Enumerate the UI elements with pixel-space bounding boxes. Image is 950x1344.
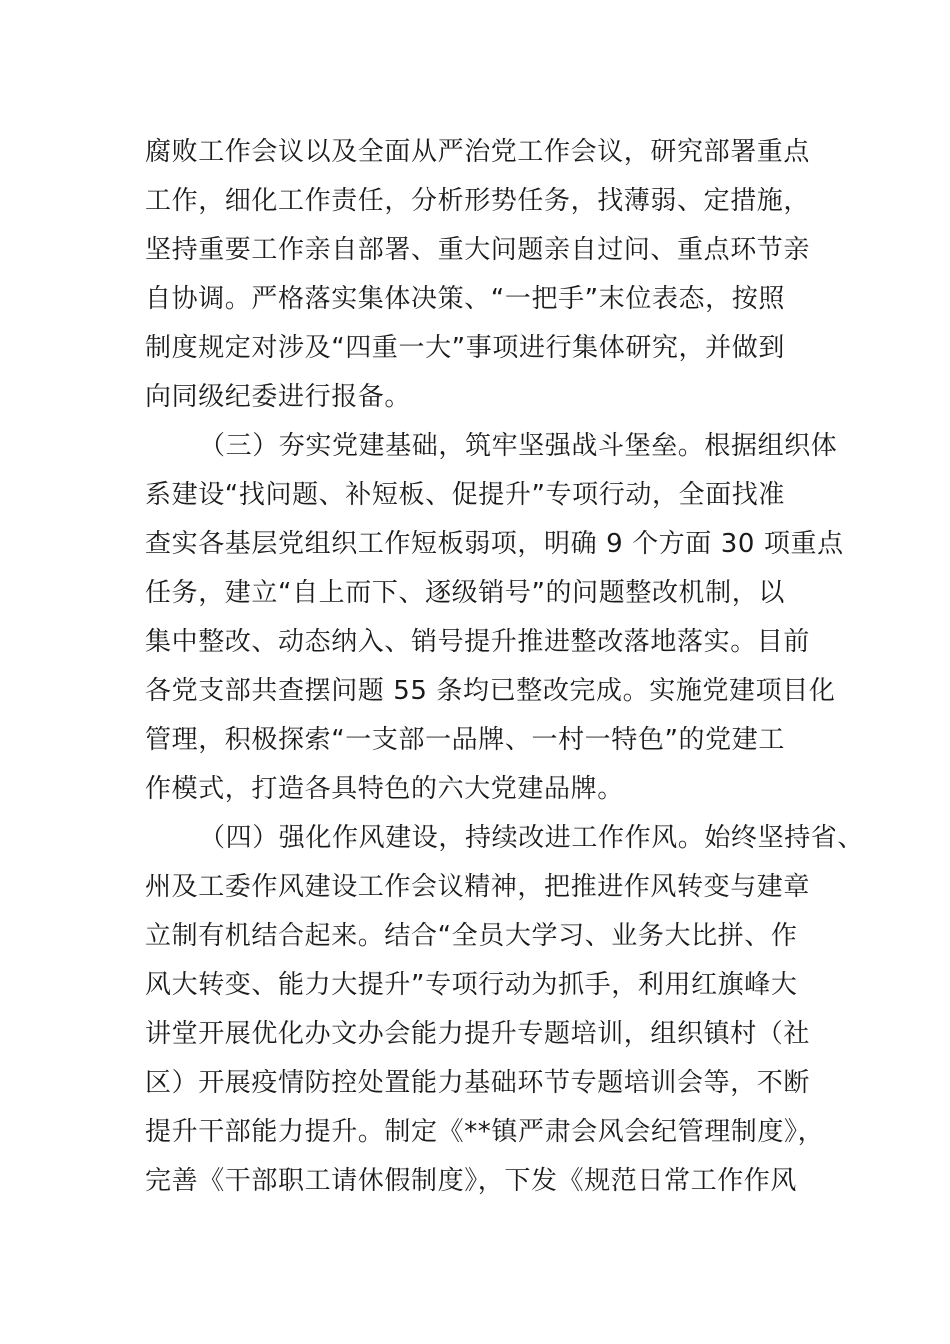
text-line: 查实各基层党组织工作短板弱项，明确 9 个方面 30 项重点 xyxy=(145,529,844,559)
text-line: 立制有机结合起来。结合“全员大学习、业务大比拼、作 xyxy=(145,921,798,951)
text-line: 管理，积极探索“一支部一品牌、一村一特色”的党建工 xyxy=(145,725,785,755)
text-line: 自协调。严格落实集体决策、“一把手”末位表态，按照 xyxy=(145,284,785,314)
text-line: 坚持重要工作亲自部署、重大问题亲自过问、重点环节亲 xyxy=(145,235,811,265)
text-line: 向同级纪委进行报备。 xyxy=(145,382,412,412)
text-line: 工作，细化工作责任，分析形势任务，找薄弱、定措施， xyxy=(145,186,811,216)
text-line: 任务，建立“自上而下、逐级销号”的问题整改机制，以 xyxy=(145,578,785,608)
text-line: 完善《干部职工请休假制度》，下发《规范日常工作作风 xyxy=(145,1166,798,1196)
text-line: 制度规定对涉及“四重一大”事项进行集体研究，并做到 xyxy=(145,333,785,363)
text-line: 提升干部能力提升。制定《**镇严肃会风会纪管理制度》， xyxy=(145,1117,825,1147)
text-line: 州及工委作风建设工作会议精神，把推进作风转变与建章 xyxy=(145,872,811,902)
text-line: 风大转变、能力大提升”专项行动为抓手，利用红旗峰大 xyxy=(145,970,798,1000)
text-line: 集中整改、动态纳入、销号提升推进整改落地落实。目前 xyxy=(145,627,811,657)
section-heading-line: （四）强化作风建设，持续改进工作作风。始终坚持省、 xyxy=(199,823,865,853)
text-line: 区）开展疫情防控处置能力基础环节专题培训会等，不断 xyxy=(145,1068,811,1098)
text-line: 各党支部共查摆问题 55 条均已整改完成。实施党建项目化 xyxy=(145,676,836,706)
text-line: 腐败工作会议以及全面从严治党工作会议，研究部署重点 xyxy=(145,137,811,167)
text-line: 系建设“找问题、补短板、促提升”专项行动，全面找准 xyxy=(145,480,785,510)
text-line: 讲堂开展优化办文办会能力提升专题培训，组织镇村（社 xyxy=(145,1019,811,1049)
text-line: 作模式，打造各具特色的六大党建品牌。 xyxy=(145,774,624,804)
document-body-text xyxy=(145,128,865,1206)
section-heading-line: （三）夯实党建基础，筑牢坚强战斗堡垒。根据组织体 xyxy=(199,431,838,461)
